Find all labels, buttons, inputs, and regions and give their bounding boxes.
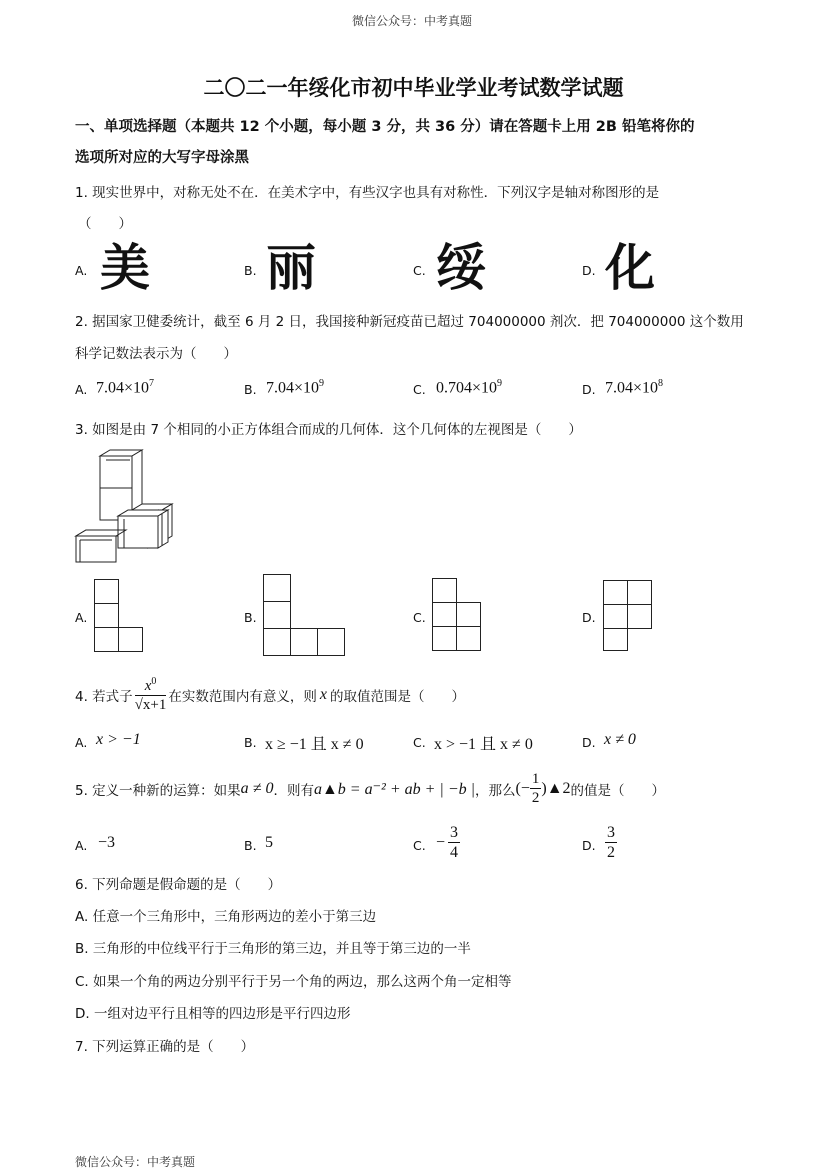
- q5-expr-fraction: $\frac{1}{2}$: [531, 771, 540, 806]
- q1-stem-line2: （ ）: [78, 216, 132, 232]
- q5-option-d-label: D.: [582, 838, 596, 853]
- q4-var: x: [319, 686, 327, 703]
- q4-prefix: 4. 若式子: [75, 689, 133, 705]
- q1-option-d-label: D.: [582, 263, 596, 278]
- q4-option-c-label: C.: [413, 735, 426, 750]
- q4-option-c-value: x > −1 且 x ≠ 0: [434, 736, 533, 753]
- q6-option-d: D. 一组对边平行且相等的四边形是平行四边形: [75, 1006, 351, 1022]
- q5-mid2: ，那么: [475, 782, 516, 799]
- q3-option-d-label: D.: [582, 610, 596, 625]
- q4-option-a-value: x > −1: [96, 731, 141, 748]
- q3-option-a-figure: [94, 579, 146, 654]
- q3-option-c-label: C.: [413, 610, 426, 625]
- q1-option-c-char: 绥: [436, 239, 486, 297]
- q4-suffix-a: 在实数范围内有意义，则: [168, 689, 317, 705]
- q2-stem-line2: 科学记数法表示为（ ）: [75, 346, 237, 362]
- q5-suffix: 的值是（ ）: [570, 782, 666, 799]
- q2-option-c-label: C.: [413, 382, 426, 397]
- q2-option-d-value: $7.04\times 10^8$: [605, 378, 664, 397]
- q5-mid: ．则有: [273, 782, 314, 799]
- q4-option-b-value: x ≥ −1 且 x ≠ 0: [265, 736, 364, 753]
- q1-option-c-label: C.: [413, 263, 426, 278]
- section-heading-line2: 选项所对应的大写字母涂黑: [75, 150, 249, 166]
- q5-option-b-value: 5: [265, 834, 273, 851]
- q2-option-b-value: $7.04\times 10^9$: [266, 378, 325, 397]
- q4-option-d-label: D.: [582, 735, 596, 750]
- q2-option-a-label: A.: [75, 382, 88, 397]
- q6-stem: 6. 下列命题是假命题的是（ ）: [75, 877, 282, 893]
- q4-suffix-b: 的取值范围是（ ）: [329, 689, 465, 705]
- q1-option-b-label: B.: [244, 263, 257, 278]
- footer-watermark: 微信公众号：中考真题: [75, 1155, 196, 1169]
- q3-option-d-figure: [603, 580, 655, 655]
- q2-option-c-value: $0.704\times 10^9$: [436, 378, 503, 397]
- q5-option-a-label: A.: [75, 838, 88, 853]
- q3-option-b-figure: [263, 574, 348, 659]
- q3-option-c-figure: [432, 578, 484, 653]
- q4-fraction: $\frac{x^0}{√x+1}$: [134, 676, 167, 713]
- q5-option-c-label: C.: [413, 838, 426, 853]
- q3-stem: 3. 如图是由 7 个相同的小正方体组合而成的几何体．这个几何体的左视图是（ ）: [75, 422, 582, 438]
- q7-stem: 7. 下列运算正确的是（ ）: [75, 1039, 255, 1055]
- q5-option-d-value: $\frac{3}{2}$: [607, 824, 615, 862]
- q2-option-d-label: D.: [582, 382, 596, 397]
- q5-expr-close: )▲2: [541, 779, 571, 797]
- q2-option-b-label: B.: [244, 382, 257, 397]
- q1-option-d-char: 化: [605, 239, 655, 297]
- q6-option-a: A. 任意一个三角形中，三角形两边的差小于第三边: [75, 909, 377, 925]
- q1-option-a-label: A.: [75, 263, 88, 278]
- q5-condition: a ≠ 0: [240, 779, 274, 797]
- q5-stem: [75, 770, 665, 807]
- q1-option-b-char: 丽: [266, 239, 316, 297]
- q3-option-a-label: A.: [75, 610, 88, 625]
- q5-definition: a▲b = a⁻² + ab + | −b |: [313, 780, 476, 798]
- q1-stem-line1: 1. 现实世界中，对称无处不在．在美术字中，有些汉字也具有对称性．下列汉字是轴对称图形的是: [75, 185, 660, 201]
- q6-option-c: C. 如果一个角的两边分别平行于另一个角的两边，那么这两个角一定相等: [75, 974, 512, 990]
- q5-option-a-value: −3: [98, 834, 116, 851]
- q5-prefix: 5. 定义一种新的运算：如果: [75, 782, 241, 799]
- q1-option-a-char: 美: [100, 239, 150, 297]
- q5-option-b-label: B.: [244, 838, 257, 853]
- header-watermark: 微信公众号：中考真题: [352, 14, 473, 28]
- page-title: 二〇二一年绥化市初中毕业学业考试数学试题: [203, 76, 624, 100]
- q5-expr-open: (−: [515, 779, 530, 797]
- q4-option-a-label: A.: [75, 735, 88, 750]
- q5-option-c-value: − $\frac{3}{4}$: [436, 824, 459, 862]
- q3-option-b-label: B.: [244, 610, 257, 625]
- q4-stem: [75, 676, 465, 714]
- q4-option-b-label: B.: [244, 735, 257, 750]
- q4-option-d-value: x ≠ 0: [604, 731, 636, 748]
- q2-option-a-value: $7.04\times 10^7$: [96, 378, 155, 397]
- q2-stem-line1: 2. 据国家卫健委统计，截至 6 月 2 日，我国接种新冠疫苗已超过 704000000 剂次．把 704000000 这个数用: [75, 314, 744, 330]
- section-heading-line1: 一、单项选择题（本题共 12 个小题，每小题 3 分，共 36 分）请在答题卡上用 2B 铅笔将你的: [75, 119, 695, 135]
- q6-option-b: B. 三角形的中位线平行于三角形的第三边，并且等于第三边的一半: [75, 941, 471, 957]
- q3-solid-figure: [72, 448, 182, 566]
